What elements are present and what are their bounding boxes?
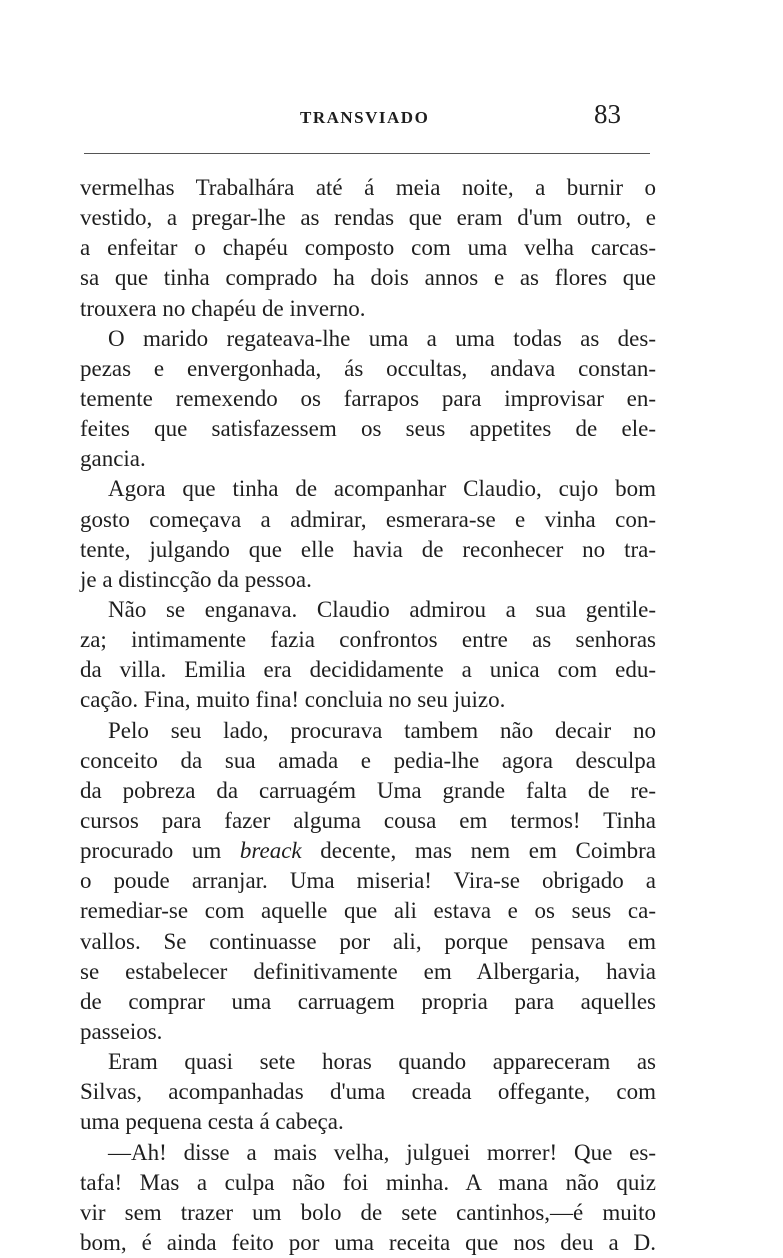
paragraph-start-line: Eram quasi sete horas quando appareceram as: [108, 1049, 656, 1075]
text-line: vestido, a pregar-lhe as rendas que eram d'um outro, e: [80, 205, 656, 231]
text-line: temente remexendo os farrapos para improvisar en-: [80, 385, 656, 411]
text-line: a enfeitar o chapéu composto com uma velha carcas-: [80, 235, 656, 261]
running-title: TRANSVIADO: [300, 108, 430, 127]
text-line: uma pequena cesta á cabeça.: [80, 1109, 344, 1135]
line-start: procurado um: [80, 838, 222, 864]
text-line: cação. Fina, muito fina! concluia no seu juizo.: [80, 687, 506, 713]
text-line: trouxera no chapéu de inverno.: [80, 295, 366, 321]
foreign-word: breack: [239, 838, 302, 864]
text-line: se estabelecer definitivamente em Albergaria, havia: [80, 958, 656, 984]
line-end: decente, mas nem em Coimbra: [320, 838, 657, 864]
text-line: o poude arranjar. Uma miseria! Vira-se obrigado a: [80, 868, 656, 894]
text-line: de comprar uma carruagem propria para aquelles: [80, 988, 656, 1014]
text-line: gancia.: [80, 446, 146, 472]
header-rule: [84, 153, 650, 154]
paragraph-start-line: Não se enganava. Claudio admirou a sua gentile-: [108, 596, 656, 622]
text-line: je a distincção da pessoa.: [80, 566, 312, 592]
text-line: passeios.: [80, 1018, 163, 1044]
paragraph-start-line: O marido regateava-lhe uma a uma todas as des-: [108, 325, 656, 351]
body-text: [80, 173, 656, 1258]
text-line: vir sem trazer um bolo de sete cantinhos,—é muito: [80, 1199, 656, 1225]
text-line: remediar-se com aquelle que ali estava e os seus ca-: [80, 898, 656, 924]
paragraph-start-line: Pelo seu lado, procurava tambem não decair no: [108, 717, 656, 743]
paragraph-start-line: Agora que tinha de acompanhar Claudio, cujo bom: [108, 476, 656, 502]
dialogue-start-line: —Ah! disse a mais velha, julguei morrer! Que es-: [108, 1139, 656, 1165]
page-number: 83: [594, 99, 621, 129]
page-header: [0, 0, 783, 160]
text-line: pezas e envergonhada, ás occultas, andava constan-: [80, 355, 656, 381]
text-line: cursos para fazer alguma cousa em termos! Tinha: [80, 807, 656, 833]
text-line: tente, julgando que elle havia de reconhecer no tra-: [80, 536, 656, 562]
text-line: feites que satisfazessem os seus appetites de ele-: [80, 416, 656, 442]
text-line: gosto começava a admirar, esmerara-se e vinha con-: [80, 506, 656, 532]
text-line: za; intimamente fazia confrontos entre as senhoras: [80, 627, 656, 653]
text-line: vallos. Se continuasse por ali, porque pensava em: [80, 928, 656, 954]
text-line: tafa! Mas a culpa não foi minha. A mana não quiz: [80, 1169, 656, 1195]
text-line: bom, é ainda feito por uma receita que nos deu a D.: [80, 1229, 656, 1255]
text-line: Silvas, acompanhadas d'uma creada offegante, com: [80, 1079, 656, 1105]
text-line: vermelhas Trabalhára até á meia noite, a burnir o: [80, 175, 656, 200]
text-line: da pobreza da carruagém Uma grande falta de re-: [80, 777, 656, 803]
text-line: conceito da sua amada e pedia-lhe agora desculpa: [80, 747, 656, 773]
text-line-with-foreign-word: [80, 836, 656, 866]
text-line: da villa. Emilia era decididamente a unica com edu-: [80, 657, 656, 683]
text-line: sa que tinha comprado ha dois annos e as flores que: [80, 265, 656, 291]
